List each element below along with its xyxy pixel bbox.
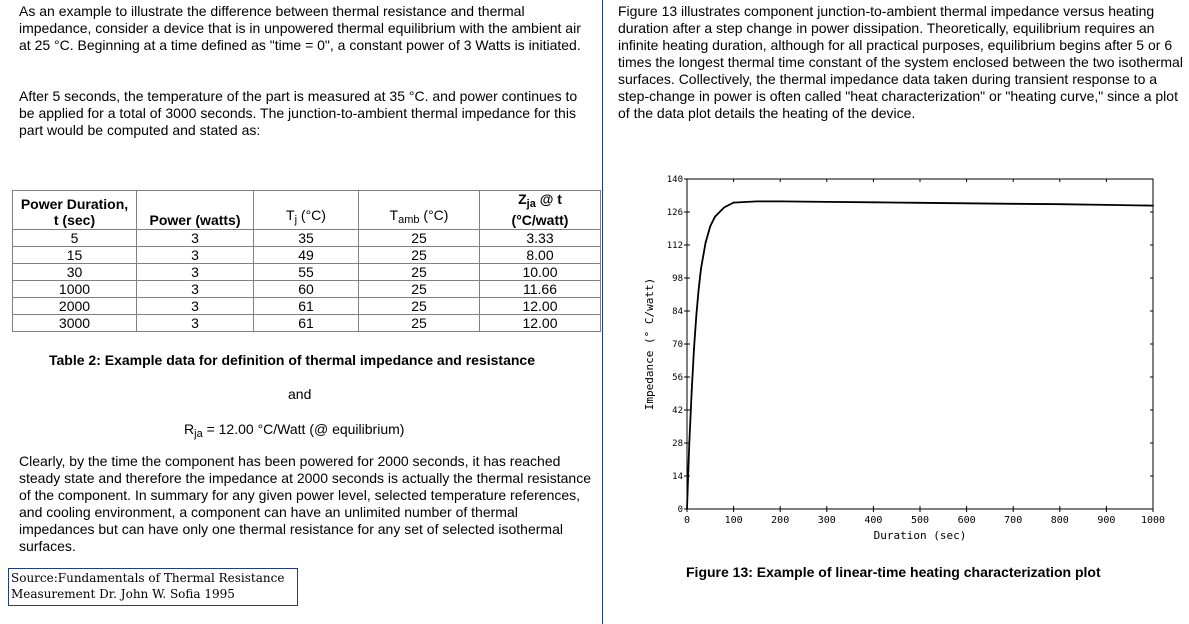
y-tick-label: 28	[672, 439, 683, 449]
data-point	[723, 206, 725, 208]
table-cell: 3	[137, 230, 254, 247]
table-cell: 3000	[13, 315, 137, 332]
table-cell: 25	[359, 281, 480, 298]
plot-frame	[687, 179, 1153, 509]
x-tick-label: 800	[1050, 515, 1069, 526]
summary-paragraph: Clearly, by the time the component has been powered for 2000 seconds, it has reached steady state and therefore the impedance at 2000 seconds is actually the thermal resistance of the component. In summary for any given power level, selected temperature references, and cooling environment, a component can have an unlimited number of thermal impedances but can have only one thermal resistance for any set of selected isothermal surfaces.	[19, 453, 592, 554]
table-cell: 61	[254, 315, 359, 332]
data-point	[686, 508, 688, 510]
table-row	[13, 230, 601, 247]
data-point	[756, 200, 758, 202]
table-cell: 8.00	[480, 247, 601, 264]
table-caption: Table 2: Example data for definition of thermal impedance and resistance	[49, 352, 535, 368]
data-point	[873, 201, 875, 203]
table-cell: 1000	[13, 281, 137, 298]
x-tick-label: 400	[864, 515, 883, 526]
series-line	[687, 201, 1153, 509]
table-cell: 12.00	[480, 298, 601, 315]
x-tick-label: 1000	[1140, 515, 1166, 526]
table-row	[13, 264, 601, 281]
source-line-1: Source:Fundamentals of Thermal Resistance	[11, 571, 285, 585]
data-point	[691, 390, 693, 392]
table-cell: 5	[13, 230, 137, 247]
data-point	[709, 225, 711, 227]
figure-caption: Figure 13: Example of linear-time heating characterization plot	[686, 564, 1101, 580]
table-cell: 15	[13, 247, 137, 264]
y-tick-label: 56	[672, 373, 683, 383]
table-cell: 12.00	[480, 315, 601, 332]
data-point	[1152, 205, 1154, 207]
table-cell: 2000	[13, 298, 137, 315]
data-point	[1106, 204, 1108, 206]
source-citation-box	[8, 568, 298, 606]
table-cell: 35	[254, 230, 359, 247]
and-text: and	[288, 386, 312, 402]
table-cell: 25	[359, 230, 480, 247]
y-tick-label: 140	[666, 175, 683, 185]
table-cell: 3	[137, 247, 254, 264]
y-tick-label: 0	[677, 505, 683, 515]
table-cell: 3.33	[480, 230, 601, 247]
header-zja: $Z_{ja}$ @ t (°C/watt)	[480, 191, 601, 230]
thermal-data-table	[12, 190, 601, 332]
data-point	[779, 200, 781, 202]
rja-equation: $R_{ja} = 12.00$ °C/Watt (@ equilibrium)	[184, 421, 405, 440]
y-tick-label: 14	[672, 472, 683, 482]
header-duration: Power Duration, t (sec)	[13, 191, 137, 230]
table-cell: 30	[13, 264, 137, 281]
table-cell: 3	[137, 315, 254, 332]
data-point	[695, 315, 697, 317]
y-tick-label: 112	[666, 241, 683, 251]
column-divider	[602, 0, 603, 624]
y-tick-label: 84	[672, 307, 683, 317]
data-point	[1059, 203, 1061, 205]
x-tick-label: 700	[1004, 515, 1023, 526]
measurement-paragraph: After 5 seconds, the temperature of the part is measured at 35 °C. and power continues to be applied for a total of 3000 seconds. The junction-to-ambient thermal impedance for this part would be computed and stated as:	[19, 88, 578, 138]
table-cell: 3	[137, 281, 254, 298]
header-tj: $T_j$ (°C)	[254, 191, 359, 230]
table-row	[13, 247, 601, 264]
x-tick-label: 300	[817, 515, 836, 526]
data-point	[966, 202, 968, 204]
data-point	[693, 348, 695, 350]
header-power: Power (watts)	[137, 191, 254, 230]
table-header-row	[13, 191, 601, 230]
y-tick-label: 126	[666, 208, 683, 218]
y-tick-label: 98	[672, 274, 683, 284]
table-cell: 3	[137, 298, 254, 315]
x-tick-label: 0	[683, 515, 691, 526]
table-cell: 55	[254, 264, 359, 281]
figure-description-paragraph: Figure 13 illustrates component junction-to-ambient thermal impedance versus heating duration after a step change in power dissipation. Theoretically, equilibrium requires an infinite heating duration, although for all practical purposes, equilibrium begins after 5 or 6 times the longest thermal time constant of the system enclosed between the two isothermal surfaces. Collectively, the thermal impedance data taken during transient response to a step-change in power is often called "heat characterization" or "heating curve," since a plot of the data plot details the heating of the device.	[618, 3, 1183, 121]
x-tick-label: 600	[957, 515, 976, 526]
heating-characterization-chart	[640, 168, 1180, 548]
table-cell: 10.00	[480, 264, 601, 281]
table-cell: 61	[254, 298, 359, 315]
table-cell: 3	[137, 264, 254, 281]
data-point	[700, 268, 702, 270]
table-row	[13, 298, 601, 315]
x-tick-label: 100	[724, 515, 743, 526]
table-row	[13, 315, 601, 332]
data-point	[705, 242, 707, 244]
data-point	[688, 442, 690, 444]
table-row	[13, 281, 601, 298]
y-tick-label: 70	[672, 340, 683, 350]
data-point	[826, 201, 828, 203]
source-line-2: Measurement Dr. John W. Sofia 1995	[11, 587, 235, 601]
header-tamb: $T_{amb}$ (°C)	[359, 191, 480, 230]
intro-paragraph: As an example to illustrate the difference between thermal resistance and thermal impedance, consider a device that is in unpowered thermal equilibrium with the ambient air at 25 °C. Beginning at a time defined as "time = 0", a constant power of 3 Watts is initiated.	[19, 3, 581, 53]
table-cell: 25	[359, 315, 480, 332]
data-point	[733, 202, 735, 204]
data-point	[1012, 203, 1014, 205]
table-cell: 25	[359, 264, 480, 281]
data-point	[919, 202, 921, 204]
y-axis-label: Impedance (° C/watt)	[643, 277, 656, 411]
table-cell: 60	[254, 281, 359, 298]
table-cell: 25	[359, 247, 480, 264]
x-tick-label: 200	[771, 515, 790, 526]
table-cell: 11.66	[480, 281, 601, 298]
x-tick-label: 500	[910, 515, 930, 526]
y-tick-label: 42	[672, 406, 683, 416]
x-tick-label: 900	[1097, 515, 1116, 526]
data-point	[714, 216, 716, 218]
data-point	[698, 289, 700, 291]
x-axis-label: Duration (sec)	[873, 529, 967, 542]
table-cell: 49	[254, 247, 359, 264]
table-cell: 25	[359, 298, 480, 315]
